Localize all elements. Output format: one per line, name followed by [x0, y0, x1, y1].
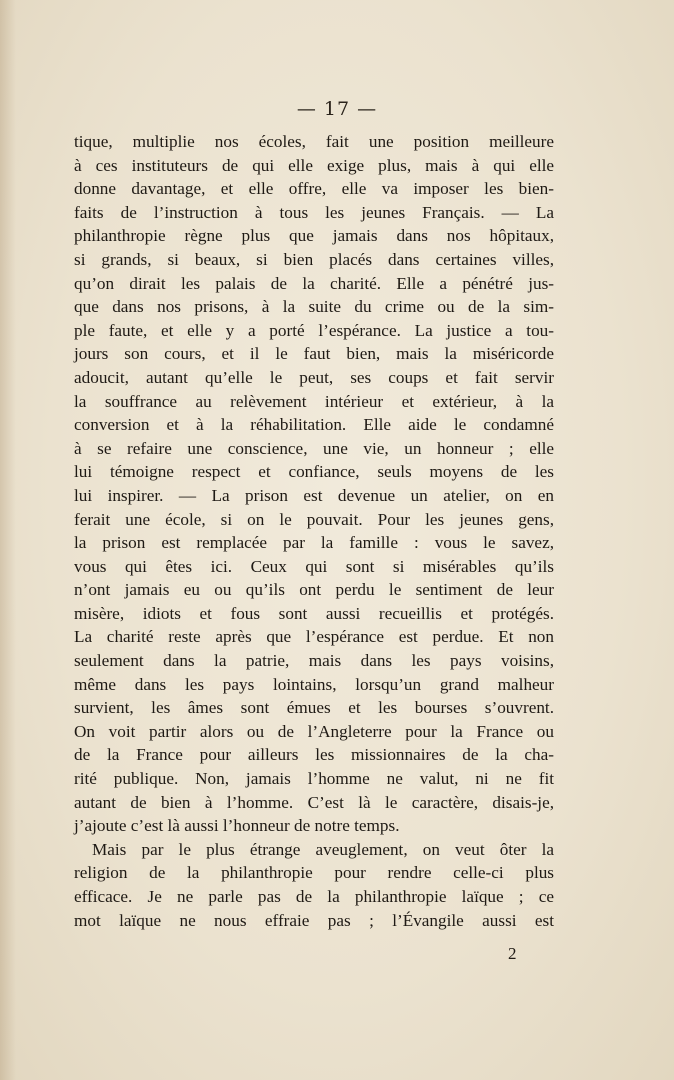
text-line: si grands, si beaux, si bien placés dans certaines villes, — [74, 249, 554, 269]
text-line: autant de bien à l’homme. C’est là le caractère, disais-je, — [74, 792, 554, 812]
text-line: adoucit, autant qu’elle le peut, ses coups et fait servir — [74, 367, 554, 387]
text-line: survient, les âmes sont émues et les bourses s’ouvrent. — [74, 698, 554, 718]
text-line: donne davantage, et elle offre, elle va imposer les bien- — [74, 179, 554, 199]
text-line: rité publique. Non, jamais l’homme ne valut, ni ne fit — [74, 769, 554, 789]
text-line: que dans nos prisons, à la suite du crime ou de la sim- — [74, 297, 554, 317]
text-line: philanthropie règne plus que jamais dans nos hôpitaux, — [74, 226, 554, 246]
text-line: efficace. Je ne parle pas de la philanthropie laïque ; ce — [74, 887, 554, 906]
text-line: la souffrance au relèvement intérieur et extérieur, à la — [74, 391, 554, 411]
text-line: lui témoigne respect et confiance, seuls moyens de les — [74, 462, 554, 482]
text-line-paragraph-start: Mais par le plus étrange aveuglement, on veut ôter la — [92, 839, 554, 859]
text-line: lui inspirer. — La prison est devenue un atelier, on en — [74, 485, 554, 505]
text-line-paragraph-end: j’ajoute c’est là aussi l’honneur de notre temps. — [74, 816, 400, 836]
text-line: On voit partir alors ou de l’Angleterre pour la France ou — [74, 721, 554, 741]
text-line: jours son cours, et il le faut bien, mais la miséricorde — [74, 344, 554, 364]
text-line: la prison est remplacée par la famille : vous le savez, — [74, 533, 554, 553]
text-line: misère, idiots et fous sont aussi recueillis et protégés. — [74, 603, 554, 623]
body-text — [74, 130, 554, 932]
text-line: religion de la philanthropie pour rendre celle-ci plus — [74, 863, 554, 883]
text-line: vous qui êtes ici. Ceux qui sont si misérables qu’ils — [74, 556, 554, 576]
text-line: à ces instituteurs de qui elle exige plus, mais à qui elle — [74, 155, 554, 175]
text-line: qu’on dirait les palais de la charité. Elle a pénétré jus- — [74, 273, 554, 293]
text-line: à se refaire une conscience, une vie, un honneur ; elle — [74, 438, 554, 458]
page-spine-shadow — [0, 0, 16, 1080]
text-line: même dans les pays lointains, lorsqu’un grand malheur — [74, 674, 554, 694]
text-line: seulement dans la patrie, mais dans les pays voisins, — [74, 651, 554, 671]
text-line: n’ont jamais eu ou qu’ils ont perdu le sentiment de leur — [74, 580, 554, 600]
text-line: ple faute, et elle y a porté l’espérance. La justice a tou- — [74, 320, 554, 340]
text-line: mot laïque ne nous effraie pas ; l’Évangile aussi est — [74, 910, 554, 930]
text-line: tique, multiplie nos écoles, fait une position meilleure — [74, 132, 554, 151]
text-line: conversion et à la réhabilitation. Elle aide le condamné — [74, 415, 554, 435]
text-line: ferait une école, si on le pouvait. Pour les jeunes gens, — [74, 509, 554, 529]
text-line: faits de l’instruction à tous les jeunes Français. — La — [74, 202, 554, 222]
text-line: de la France pour ailleurs les missionnaires de la cha- — [74, 745, 554, 765]
page-number: — 17 — — [296, 98, 378, 120]
text-line: La charité reste après que l’espérance est perdue. Et non — [74, 627, 554, 647]
signature-mark: 2 — [508, 944, 517, 963]
